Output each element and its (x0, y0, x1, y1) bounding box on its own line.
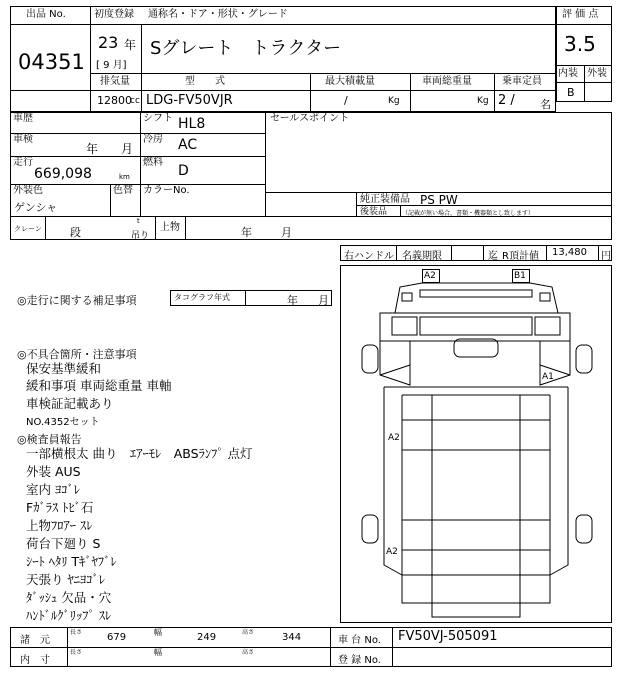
lot-no: 04351 (18, 50, 85, 74)
defect-line: 保安基準緩和 (26, 361, 102, 376)
color-label: 外装色 (13, 185, 43, 196)
damage-mark: A2 (386, 547, 398, 557)
mileage-value: 669,098 (34, 166, 92, 182)
crane-ton: t (137, 217, 140, 225)
dims-specs-label: 諸 元 (20, 635, 50, 646)
reg-expiry-label: 名義期限 (402, 251, 442, 262)
model-code-label: 型 式 (185, 76, 225, 87)
inspector-line: 外装 AUS (26, 464, 81, 479)
color-value: ゲンシャ (14, 201, 58, 214)
width-value: 249 (197, 632, 217, 643)
inspector-line: ﾀﾞｯｼｭ 欠品・穴 (26, 590, 112, 605)
driving-notes-title: ◎走行に関する補足事項 (17, 294, 137, 307)
gross-weight-unit: Kg (477, 96, 489, 106)
max-load-unit: Kg (388, 96, 400, 106)
ac-label: 冷房 (143, 134, 163, 145)
handle-value: 右ハンドル (344, 251, 394, 262)
capacity-unit: 名 (540, 98, 551, 111)
inspector-title: ◎検査員報告 (17, 433, 82, 446)
inspector-line: Fｶﾞﾗｽ ﾄﾋﾞ石 (26, 500, 94, 515)
damage-mark: B1 (514, 271, 526, 281)
odometer-label: R頂計値 (502, 251, 539, 262)
score: 3.5 (564, 32, 596, 56)
first-reg-month: [ 9 月] (96, 60, 127, 71)
tacho-label: タコグラフ年式 (174, 293, 230, 302)
defects-title: ◎不具合箇所・注意事項 (17, 348, 137, 361)
sales-points-label: セールスポイント (270, 113, 350, 124)
internal-height-label: 高さ (242, 649, 255, 656)
reg-no-label: 登 録 No. (338, 655, 381, 666)
first-reg-label: 初度登録 (94, 9, 134, 20)
info-frame (10, 112, 612, 240)
defect-line: NO.4352セット (26, 417, 100, 428)
first-reg-year: 23 (98, 33, 119, 52)
color-no-label: カラーNo. (143, 185, 190, 196)
mileage-unit: km (119, 173, 130, 181)
equipment-label: 純正装備品 (360, 194, 410, 205)
inspector-line: 室内 ﾖｺﾞﾚ (26, 482, 80, 497)
shift-label: シフト (143, 113, 173, 124)
height-value: 344 (282, 632, 302, 643)
lot-no-label: 出品 No. (26, 9, 66, 20)
inspector-line: 荷台下廻り S (26, 536, 101, 551)
first-reg-year-unit: 年 (124, 38, 137, 52)
max-load-label: 最大積載量 (325, 76, 375, 87)
crane-lift-label: 吊り (131, 231, 150, 241)
capacity: 2 / (498, 93, 515, 108)
inspector-line: 上物ﾌﾛｱｰ ｽﾚ (26, 518, 93, 533)
displacement: 12800 (97, 94, 132, 107)
shift-value: HL8 (178, 116, 206, 132)
body-year-unit: 年 (241, 226, 252, 239)
max-load: / (344, 94, 348, 107)
chassis-value: FV50VJ-505091 (398, 629, 498, 644)
length-label: 長さ (70, 629, 83, 636)
inspection-month-unit: 月 (121, 142, 134, 156)
damage-mark: A2 (424, 271, 436, 281)
reg-expiry-box (451, 245, 484, 261)
damage-mark: A2 (388, 433, 400, 443)
odometer-prefix: 迄 (488, 251, 498, 262)
internal-width-label: 幅 (154, 648, 162, 657)
width-label: 幅 (154, 628, 162, 637)
defect-line: 車検証記載あり (26, 396, 114, 411)
crane-label: クレーン (14, 225, 42, 233)
color-change-label: 色替 (113, 185, 133, 196)
height-label: 高さ (242, 629, 255, 636)
interior-label: 内装 (558, 68, 578, 79)
fuel-label: 燃料 (143, 157, 163, 168)
odometer-unit: 円 (601, 251, 611, 262)
truck-diagram (340, 265, 612, 623)
inspector-line: ｼｰﾄ ﾍﾀﾘ Tｷﾞﾔﾌﾞﾚ (26, 554, 117, 569)
model-name: Sグレート トラクター (150, 38, 342, 59)
inspection-year-unit: 年 (86, 142, 99, 156)
displacement-unit: cc (130, 96, 140, 106)
body-label: 上物 (160, 222, 180, 233)
defect-line: 緩和事項 車両総重量 車軸 (26, 378, 172, 393)
crane-stage-unit: 段 (70, 226, 81, 239)
inspection-label: 車検 (13, 134, 33, 145)
inspector-line: 一部横根太 曲り ｴｱｰﾓﾚ ABSﾗﾝﾌﾟ 点灯 (26, 446, 253, 461)
internal-dims-label: 内 寸 (20, 655, 50, 666)
damage-mark: A1 (542, 372, 554, 382)
aftermarket-label: 後装品 (360, 207, 388, 217)
chassis-label: 車 台 No. (338, 635, 381, 646)
model-name-label: 通称名・ドア・形状・グレード (148, 9, 288, 20)
tacho-month-unit: 月 (318, 294, 329, 307)
odometer-value: 13,480 (552, 247, 587, 258)
fuel-value: D (178, 163, 189, 179)
inspector-line: 天張り ﾔﾆﾖｺﾞﾚ (26, 572, 105, 587)
capacity-label: 乗車定員 (502, 76, 542, 87)
internal-length-label: 長さ (70, 649, 83, 656)
exterior-label: 外装 (587, 68, 607, 79)
mileage-label: 走行 (13, 157, 33, 168)
body-month-unit: 月 (281, 226, 292, 239)
gross-weight-label: 車両総重量 (422, 76, 472, 87)
model-code: LDG-FV50VJR (146, 93, 233, 108)
aftermarket-note: （記載が無い場合、書類・機器類とし致します） (402, 210, 535, 217)
equipment-value: PS PW (420, 193, 458, 207)
displacement-label: 排気量 (100, 76, 130, 87)
score-label: 評 価 点 (562, 9, 599, 20)
ac-value: AC (178, 137, 198, 153)
length-value: 679 (107, 632, 127, 643)
inspector-line: ﾊﾝﾄﾞﾙｸﾞﾘｯﾌﾟ ｽﾚ (26, 608, 112, 623)
history-label: 車歴 (13, 113, 33, 124)
tacho-year-unit: 年 (287, 294, 298, 307)
interior-grade: B (567, 86, 575, 99)
